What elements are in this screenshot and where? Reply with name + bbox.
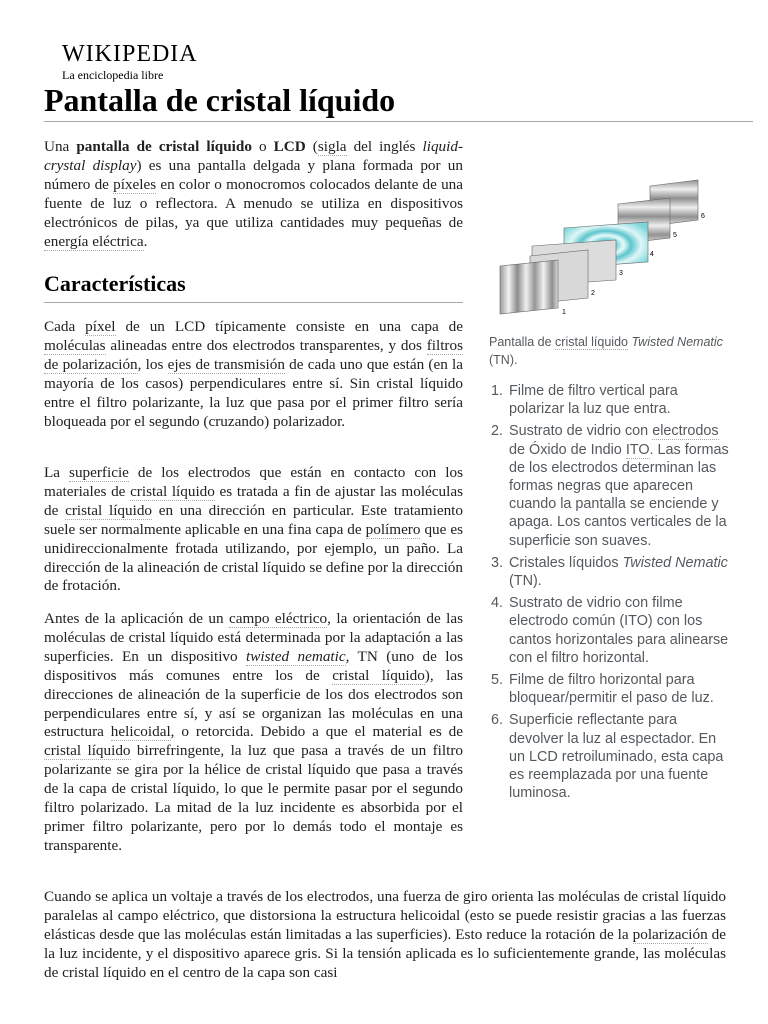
link-filtros-polarizacion[interactable]: filtros de polarización: [44, 336, 463, 373]
layers-list: [489, 382, 729, 806]
link-twisted-nematic[interactable]: twisted nematic: [246, 647, 346, 665]
wikipedia-wordmark: WIKIPEDIA: [62, 41, 198, 67]
wikipedia-tagline: La enciclopedia libre: [62, 68, 164, 82]
list-item: 6. Superficie reflectante para devolver la luz al espectador. En un LCD retroiluminado, esta capa es reemplazada por una fuente luminosa.: [491, 712, 724, 802]
section-heading-caracteristicas: Características: [44, 270, 463, 303]
list-item: 2. Sustrato de vidrio con electrodos de Óxido de Indio ITO. Las formas de los electrodos determinan las formas negras que aparecen cuando la pantalla se enciende y apaga. Los cantos verticales de la superficie son suaves.: [491, 423, 729, 549]
label-4: 4: [650, 251, 654, 258]
list-item: 1. Filme de filtro vertical para polarizar la luz que entra.: [491, 383, 678, 418]
label-2: 2: [591, 290, 595, 297]
list-item: 3. Cristales líquidos Twisted Nematic (TN).: [491, 554, 728, 590]
paragraph-4: Cuando se aplica un voltaje a través de los electrodos, una fuerza de giro orienta las moléculas de cristal líquido paralelas al campo eléctrico, que distorsiona la estructura helicoidal (esto se puede resistir gracias a las fuerzas elásticas desde que las moléculas están limitadas a las superficies). Esto reduce la rotación de la polarización de la luz incidente, y el dispositivo aparece gris. Si la tensión aplicada es lo suficientemente grande, las moléculas de cristal líquido en el centro de la capa son casi: [44, 888, 726, 981]
bold-term-lcd-name: pantalla de cristal líquido: [76, 138, 252, 155]
layer-1-vertical-filter: [500, 260, 566, 316]
link-moleculas[interactable]: moléculas: [44, 336, 106, 354]
intro-paragraph: Una pantalla de cristal líquido o LCD (sigla del inglés liquid-crystal display) es una pantalla delgada y plana formada por un número de píxeles en color o monocromos colocados delante de una fuente de luz o reflectora. A menudo se utiliza en dispositivos electrónicos de pilas, ya que utiliza cantidades muy pequeñas de energía eléctrica.: [44, 138, 464, 250]
bold-term-lcd: LCD: [273, 138, 306, 155]
italic-english-term: liquid-crystal display: [44, 138, 464, 174]
page-title: Pantalla de cristal líquido: [44, 82, 753, 122]
link-pixeles[interactable]: píxeles: [113, 175, 157, 193]
link-ito[interactable]: ITO: [625, 441, 650, 458]
paragraph-2: La superficie de los electrodos que están en contacto con los materiales de cristal líquido es tratada a fin de ajustar las moléculas de cristal líquido en una dirección en particular. Este tratamiento suele ser normalmente aplicable en una fina capa de polímero que es unidireccionalmente frotada utilizando, por ejemplo, un paño. La dirección de la alineación de cristal líquido se define por la dirección de frotación.: [44, 464, 463, 595]
link-electrodos[interactable]: electrodos: [652, 423, 719, 440]
link-cristal-liquido-3[interactable]: cristal líquido: [332, 666, 425, 684]
link-helicoidal[interactable]: helicoidal: [110, 723, 171, 741]
list-item: 4. Sustrato de vidrio con filme electrodo común (ITO) con los cantos horizontales para alinearse con el filtro horizontal.: [491, 595, 729, 666]
list-item: 5. Filme de filtro horizontal para bloquear/permitir el paso de luz.: [491, 672, 714, 707]
label-6: 6: [701, 213, 705, 220]
link-ejes-transmision[interactable]: ejes de transmisión: [167, 355, 285, 373]
link-pixel[interactable]: píxel: [85, 318, 116, 335]
label-3: 3: [619, 270, 623, 277]
link-cristal-liquido-2[interactable]: cristal líquido: [65, 501, 153, 519]
paragraph-1: Cada píxel de un LCD típicamente consiste en una capa de moléculas alineadas entre dos electrodos transparentes, y dos filtros de polarización, los ejes de transmisión de cada uno que están (en la mayoría de los casos) perpendiculares entre sí. Sin cristal líquido entre el filtro polarizante, la luz que pasa por el primer filtro sería bloqueada por el segundo (cruzando) polarizador.: [44, 318, 464, 430]
link-polimero[interactable]: polímero: [365, 520, 421, 538]
link-energia-electrica[interactable]: energía eléctrica: [44, 232, 144, 250]
link-cristal-liquido-4[interactable]: cristal líquido: [44, 742, 131, 760]
caption-link-cristal-liquido[interactable]: cristal líquido: [555, 335, 628, 349]
link-polarizacion[interactable]: polarización: [632, 925, 708, 943]
label-1: 1: [562, 309, 566, 316]
link-cristal-liquido[interactable]: cristal líquido: [130, 482, 215, 500]
lcd-layers-diagram[interactable]: [490, 176, 730, 326]
link-superficie[interactable]: superficie: [69, 464, 129, 481]
figure-caption: Pantalla de cristal líquido Twisted Nematic (TN).: [489, 335, 723, 367]
wikipedia-logo[interactable]: [62, 42, 198, 82]
link-sigla[interactable]: sigla: [317, 138, 347, 155]
paragraph-3: Antes de la aplicación de un campo eléctrico, la orientación de las moléculas de cristal líquido está determinada por la adaptación a las superficies. En un dispositivo twisted nematic, TN (uno de los dispositivos más comunes entre los de cristal líquido), las direcciones de alineación de la superficie de los dos electrodos son perpendiculares entre sí, y así se organizan las moléculas en una estructura helicoidal, o retorcida. Debido a que el material es de cristal líquido birrefringente, la luz que pasa a través de un filtro polarizante se gira por la hélice de cristal líquido que pasa a través de la capa de cristal líquido, lo que le permite pasar por el segundo filtro polarizado. La mitad de la luz incidente es absorbida por el primer filtro polarizante, pero por lo demás todo el montaje es transparente.: [44, 610, 464, 854]
link-campo-electrico[interactable]: campo eléctrico: [229, 610, 328, 627]
label-5: 5: [673, 232, 677, 239]
